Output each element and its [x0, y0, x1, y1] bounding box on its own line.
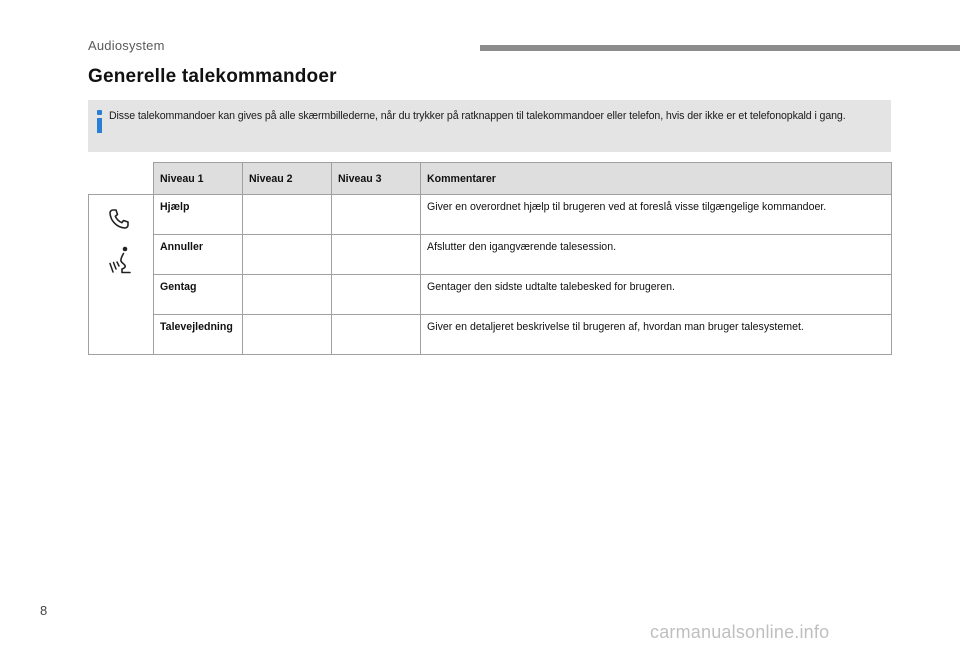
icon-cell: [89, 195, 154, 355]
table-row: [89, 275, 892, 315]
row-level-1: Annuller: [154, 235, 243, 275]
page-number: 8: [40, 603, 48, 618]
header-level-1: Niveau 1: [154, 163, 243, 195]
row-comment: Afslutter den igangværende talesession.: [421, 235, 892, 275]
header-level-2: Niveau 2: [243, 163, 332, 195]
row-comment: Gentager den sidste udtalte talebesked for brugeren.: [421, 275, 892, 315]
info-box: [88, 100, 891, 152]
table-row: [89, 315, 892, 355]
row-level-2: [243, 315, 332, 355]
table-header-row: [89, 163, 892, 195]
voice-command-icon: [107, 245, 133, 275]
info-text: Disse talekommandoer kan gives på alle skærmbillederne, når du trykker på ratknappen til talekommandoer eller telefon, hvis der ikke er et telefonopkald i gang.: [109, 110, 846, 122]
header-blank: [89, 163, 154, 195]
info-icon: [96, 110, 104, 132]
header-level-3: Niveau 3: [332, 163, 421, 195]
command-table: [88, 162, 892, 355]
row-comment: Giver en detaljeret beskrivelse til brugeren af, hvordan man bruger talesystemet.: [421, 315, 892, 355]
row-level-1: Gentag: [154, 275, 243, 315]
row-level-1: Hjælp: [154, 195, 243, 235]
header-bar: [480, 45, 960, 51]
row-level-2: [243, 195, 332, 235]
page-title: Generelle talekommandoer: [88, 66, 337, 87]
header-comments: Kommentarer: [421, 163, 892, 195]
phone-icon: [107, 207, 131, 231]
section-label: Audiosystem: [88, 38, 165, 53]
table-row: [89, 195, 892, 235]
row-level-2: [243, 275, 332, 315]
watermark: carmanualsonline.info: [650, 622, 830, 642]
row-level-3: [332, 195, 421, 235]
row-level-1: Talevejledning: [154, 315, 243, 355]
table-row: [89, 235, 892, 275]
row-comment: Giver en overordnet hjælp til brugeren ved at foreslå visse tilgængelige kommandoer.: [421, 195, 892, 235]
row-level-3: [332, 315, 421, 355]
row-level-3: [332, 275, 421, 315]
row-level-2: [243, 235, 332, 275]
row-level-3: [332, 235, 421, 275]
